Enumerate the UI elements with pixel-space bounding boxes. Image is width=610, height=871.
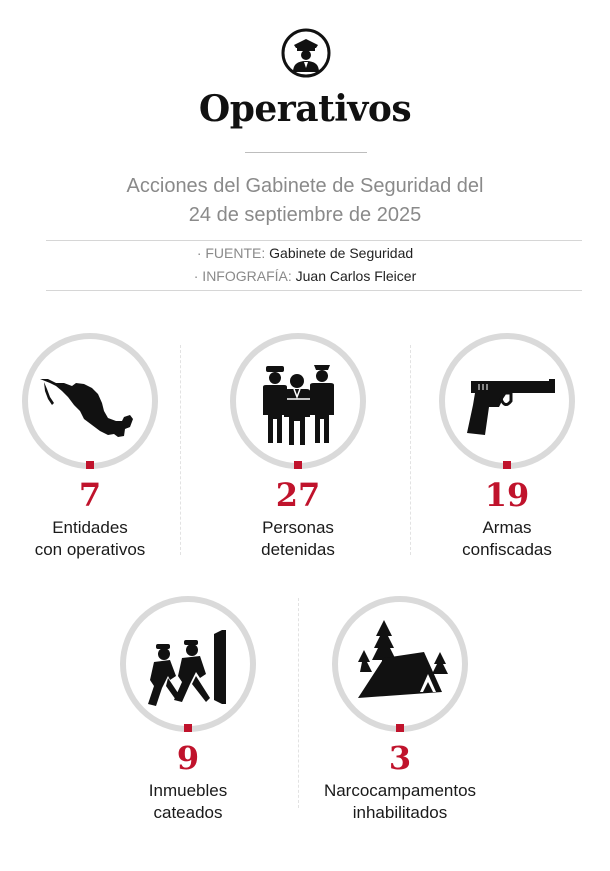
subtitle-line-1: Acciones del Gabinete de Seguridad del: [126, 175, 484, 197]
police-officer-icon: [281, 28, 331, 78]
stat-label-line: Inmuebles: [148, 781, 228, 800]
stat-marker: [184, 724, 192, 732]
column-divider: [298, 598, 299, 808]
stat-label: [198, 517, 398, 561]
stat-label-line: confiscadas: [462, 540, 552, 559]
detained-persons-icon: [236, 339, 360, 463]
stat-value: 27: [275, 476, 321, 514]
stat-label-line: inhabilitados: [352, 803, 448, 822]
stat-marker: [396, 724, 404, 732]
graphic-value: Juan Carlos Fleicer: [291, 268, 417, 284]
graphic-credit: [0, 268, 610, 284]
credits-bottom-rule: [46, 290, 582, 291]
stat-value: 19: [484, 476, 530, 514]
mexico-map-icon: [28, 339, 152, 463]
stat-label: [0, 517, 190, 561]
stat-ring: [120, 596, 256, 732]
stat-value: 9: [176, 739, 200, 777]
stat-ring: [439, 333, 575, 469]
pistol-icon: [445, 339, 569, 463]
source-key: · FUENTE:: [196, 245, 266, 261]
title-divider: [245, 152, 367, 153]
credits-top-rule: [46, 240, 582, 241]
page-subtitle: [60, 172, 550, 230]
stat-label-line: Personas: [262, 518, 334, 537]
stat-label: [300, 780, 500, 824]
stat-label: [407, 517, 607, 561]
stat-label-line: cateados: [153, 803, 223, 822]
stat-ring: [230, 333, 366, 469]
source-credit: [0, 245, 610, 261]
stat-label-line: detenidas: [261, 540, 335, 559]
page-title: Operativos: [198, 88, 412, 130]
source-value: Gabinete de Seguridad: [265, 245, 414, 261]
graphic-key: · INFOGRAFÍA:: [193, 268, 292, 284]
stat-ring: [332, 596, 468, 732]
stat-ring: [22, 333, 158, 469]
camp-tent-icon: [338, 602, 462, 726]
stat-marker: [86, 461, 94, 469]
subtitle-line-2: 24 de septiembre de 2025: [188, 204, 422, 226]
stat-label-line: Entidades: [52, 518, 128, 537]
stat-label-line: con operativos: [34, 540, 146, 559]
stat-label-line: Armas: [482, 518, 532, 537]
stat-marker: [503, 461, 511, 469]
stat-value: 7: [78, 476, 102, 514]
stat-label: [88, 780, 288, 824]
stat-marker: [294, 461, 302, 469]
stat-value: 3: [388, 739, 412, 777]
raid-officers-icon: [126, 602, 250, 726]
stat-label-line: Narcocampamentos: [323, 781, 477, 800]
